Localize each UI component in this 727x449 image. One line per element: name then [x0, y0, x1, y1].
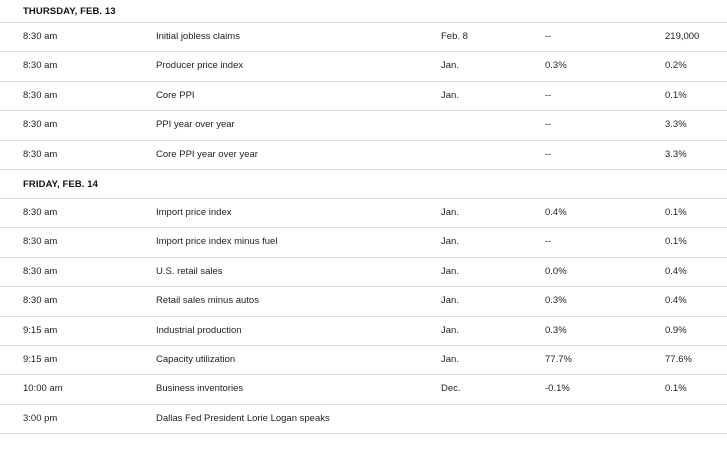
- forecast-cell: --: [545, 31, 552, 42]
- table-row: [0, 258, 727, 287]
- forecast-cell: -0.1%: [545, 383, 570, 395]
- table-row: [0, 287, 727, 316]
- table-row: [0, 199, 727, 228]
- day-header-friday: FRIDAY, FEB. 14: [0, 170, 727, 199]
- previous-cell: 0.2%: [665, 60, 687, 72]
- report-cell: Capacity utilization: [156, 353, 236, 365]
- previous-cell: 3.3%: [665, 148, 687, 160]
- forecast-cell: --: [545, 236, 552, 248]
- time-cell: 8:30 am: [23, 89, 58, 101]
- report-cell: Business inventories: [156, 383, 244, 395]
- time-cell: 8:30 am: [23, 119, 58, 131]
- report-cell: Industrial production: [156, 324, 242, 336]
- time-cell: 9:15 am: [23, 324, 58, 336]
- period-cell: Jan.: [441, 324, 459, 336]
- forecast-cell: 0.4%: [545, 206, 567, 218]
- forecast-cell: 0.3%: [545, 324, 567, 336]
- time-cell: 8:30 am: [23, 295, 58, 307]
- report-cell: Initial jobless claims: [156, 31, 240, 42]
- forecast-cell: --: [545, 148, 552, 160]
- time-cell: 8:30 am: [23, 265, 58, 277]
- report-cell: U.S. retail sales: [156, 265, 223, 277]
- previous-cell: 0.4%: [665, 295, 687, 307]
- time-cell: 3:00 pm: [23, 412, 58, 424]
- table-row: [0, 228, 727, 257]
- previous-cell: 0.4%: [665, 265, 687, 277]
- report-cell: Producer price index: [156, 60, 244, 72]
- table-row: [0, 82, 727, 111]
- table-row: [0, 111, 727, 140]
- table-row: [0, 52, 727, 81]
- forecast-cell: --: [545, 89, 552, 101]
- time-cell: 8:30 am: [23, 31, 58, 42]
- time-cell: 8:30 am: [23, 60, 58, 72]
- table-row: [0, 317, 727, 346]
- day-header-thursday: THURSDAY, FEB. 13: [0, 0, 727, 23]
- report-cell: Core PPI: [156, 89, 195, 101]
- forecast-cell: 0.3%: [545, 60, 567, 72]
- previous-cell: 3.3%: [665, 119, 687, 131]
- previous-cell: 0.1%: [665, 89, 687, 101]
- period-cell: Jan.: [441, 236, 459, 248]
- forecast-cell: --: [545, 119, 552, 131]
- forecast-cell: 0.0%: [545, 265, 567, 277]
- time-cell: 9:15 am: [23, 353, 58, 365]
- time-cell: 10:00 am: [23, 383, 63, 395]
- period-cell: Jan.: [441, 353, 459, 365]
- report-cell: Dallas Fed President Lorie Logan speaks: [156, 412, 330, 424]
- previous-cell: 219,000: [665, 31, 700, 42]
- report-cell: Retail sales minus autos: [156, 295, 259, 307]
- report-cell: Import price index minus fuel: [156, 236, 278, 248]
- period-cell: Jan.: [441, 60, 459, 72]
- forecast-cell: 77.7%: [545, 353, 572, 365]
- time-cell: 8:30 am: [23, 236, 58, 248]
- period-cell: Dec.: [441, 383, 461, 395]
- period-cell: Jan.: [441, 206, 459, 218]
- time-cell: 8:30 am: [23, 206, 58, 218]
- forecast-cell: 0.3%: [545, 295, 567, 307]
- previous-cell: 0.1%: [665, 383, 687, 395]
- previous-cell: 0.9%: [665, 324, 687, 336]
- period-cell: Jan.: [441, 89, 459, 101]
- period-cell: Jan.: [441, 265, 459, 277]
- report-cell: Core PPI year over year: [156, 148, 258, 160]
- table-row: [0, 405, 727, 434]
- period-cell: Jan.: [441, 295, 459, 307]
- report-cell: Import price index: [156, 206, 232, 218]
- report-cell: PPI year over year: [156, 119, 235, 131]
- table-row: [0, 375, 727, 404]
- previous-cell: 77.6%: [665, 353, 692, 365]
- table-row: [0, 141, 727, 170]
- previous-cell: 0.1%: [665, 206, 687, 218]
- time-cell: 8:30 am: [23, 148, 58, 160]
- period-cell: Feb. 8: [441, 31, 468, 42]
- table-row: [0, 346, 727, 375]
- previous-cell: 0.1%: [665, 236, 687, 248]
- table-row: [0, 23, 727, 52]
